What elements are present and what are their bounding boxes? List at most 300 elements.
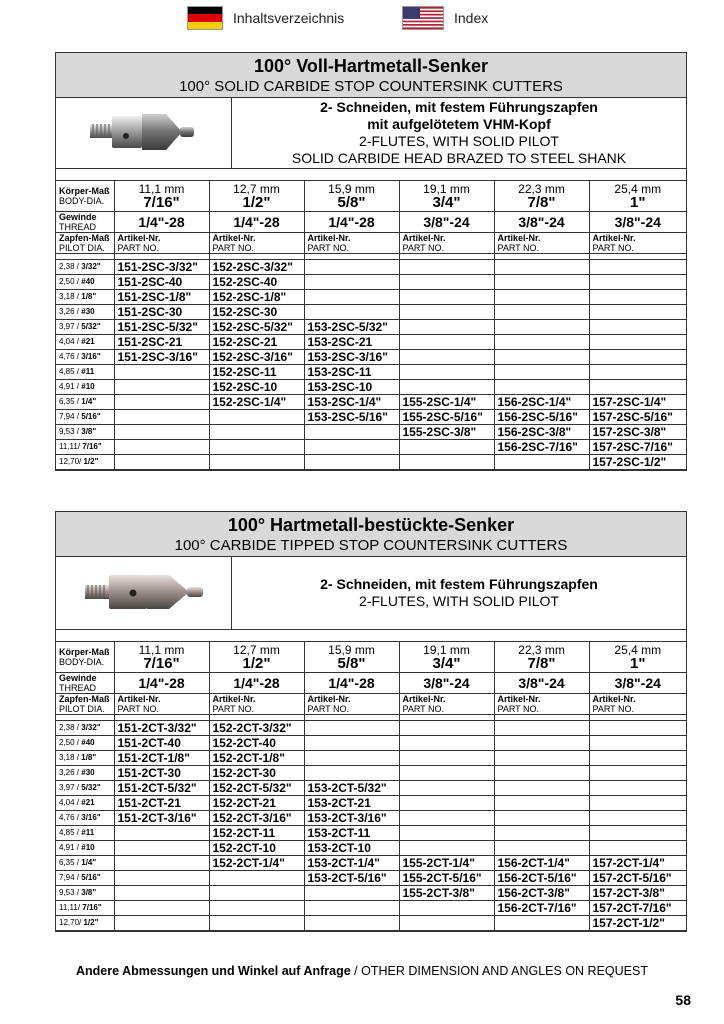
pilot-dia-mm: 4,04 /	[59, 337, 80, 346]
part-number-cell: 155-2CT-5/16"	[399, 871, 494, 886]
body-dia-inch: 7/8"	[527, 655, 556, 672]
table-row	[56, 290, 686, 305]
part-number-cell	[589, 826, 686, 841]
table-row	[56, 721, 686, 736]
body-dia-mm: 22,3 mm	[518, 643, 565, 657]
pilot-dia-cell	[56, 841, 114, 856]
part-number-cell	[399, 260, 494, 275]
thread-cell: 1/4"-28	[114, 673, 209, 694]
pilot-dia-inch: 1/8"	[81, 292, 97, 301]
part-number-cell	[304, 886, 399, 901]
part-number-cell	[494, 796, 589, 811]
part-number-cell	[304, 751, 399, 766]
body-dia-cell	[114, 642, 209, 673]
part-number-cell: 152-2CT-21	[209, 796, 304, 811]
part-number-cell: 157-2CT-1/4"	[589, 856, 686, 871]
part-no-header-en: PART NO.	[592, 704, 635, 714]
part-number-cell	[494, 811, 589, 826]
part-no-header	[399, 694, 494, 715]
pilot-dia-mm: 9,53 /	[59, 888, 80, 897]
table-row	[56, 275, 686, 290]
part-number-cell: 152-2SC-11	[209, 365, 304, 380]
part-number-cell: 152-2CT-3/32"	[209, 721, 304, 736]
part-number-cell	[494, 305, 589, 320]
pilot-dia-cell	[56, 886, 114, 901]
part-number-cell: 157-2SC-5/16"	[589, 410, 686, 425]
toc-label-de: Inhaltsverzeichnis	[233, 10, 345, 26]
part-number-cell	[494, 721, 589, 736]
part-no-header-en: PART NO.	[307, 243, 350, 253]
part-no-header	[589, 233, 686, 254]
part-number-cell	[399, 350, 494, 365]
pilot-dia-mm: 3,97 /	[59, 783, 80, 792]
table-row	[56, 766, 686, 781]
body-dia-inch: 1/2"	[242, 194, 271, 211]
pilot-dia-inch: #10	[81, 382, 95, 391]
pilot-label	[56, 694, 114, 715]
part-number-cell: 153-2CT-11	[304, 826, 399, 841]
pilot-dia-inch: #21	[81, 798, 95, 807]
pilot-dia-cell	[56, 811, 114, 826]
part-number-cell	[304, 455, 399, 470]
part-no-header	[209, 233, 304, 254]
body-dia-mm: 12,7 mm	[233, 182, 280, 196]
part-no-header	[304, 233, 399, 254]
pilot-label-de: Zapfen-Maß	[59, 233, 110, 243]
part-number-cell: 153-2CT-1/4"	[304, 856, 399, 871]
part-number-cell: 157-2CT-7/16"	[589, 901, 686, 916]
part-number-cell: 156-2CT-5/16"	[494, 871, 589, 886]
pilot-dia-inch: #21	[81, 337, 95, 346]
table-row	[56, 425, 686, 440]
pilot-dia-cell	[56, 275, 114, 290]
body-dia-mm: 25,4 mm	[614, 643, 662, 657]
part-number-cell	[114, 871, 209, 886]
thread-label-de: Gewinde	[59, 673, 97, 683]
part-number-cell: 157-2SC-3/8"	[589, 425, 686, 440]
table-row	[56, 751, 686, 766]
pilot-dia-cell	[56, 766, 114, 781]
pilot-dia-inch: 5/32"	[81, 322, 101, 331]
body-dia-label-de: Körper-Maß	[59, 647, 110, 657]
pilot-dia-inch: 3/8"	[81, 888, 97, 897]
body-dia-cell	[399, 642, 494, 673]
part-number-cell: 153-2CT-5/32"	[304, 781, 399, 796]
pilot-dia-inch: 3/16"	[81, 813, 101, 822]
pilot-dia-cell	[56, 365, 114, 380]
part-number-cell: 151-2CT-1/8"	[114, 751, 209, 766]
part-number-cell	[399, 440, 494, 455]
pilot-dia-cell	[56, 320, 114, 335]
pilot-dia-inch: #40	[81, 277, 95, 286]
table-row	[56, 335, 686, 350]
part-number-cell	[494, 275, 589, 290]
body-dia-mm: 11,1 mm	[138, 643, 185, 657]
desc-en-line2: SOLID CARBIDE HEAD BRAZED TO STEEL SHANK	[291, 150, 627, 166]
part-number-cell	[399, 721, 494, 736]
part-number-cell: 152-2CT-30	[209, 766, 304, 781]
part-number-cell: 155-2SC-3/8"	[399, 425, 494, 440]
part-no-header-en: PART NO.	[402, 704, 445, 714]
pilot-dia-inch: 5/16"	[81, 412, 101, 421]
thread-cell: 1/4"-28	[209, 673, 304, 694]
part-no-header-en: PART NO.	[307, 704, 350, 714]
table-row	[56, 736, 686, 751]
table-row	[56, 886, 686, 901]
part-number-cell: 151-2CT-3/32"	[114, 721, 209, 736]
pilot-dia-mm: 7,94 /	[59, 412, 80, 421]
part-number-cell	[494, 751, 589, 766]
body-dia-inch: 7/16"	[143, 194, 180, 211]
part-number-cell: 152-2SC-40	[209, 275, 304, 290]
thread-cell: 3/8"-24	[494, 212, 589, 233]
pilot-dia-mm: 6,35 /	[59, 397, 80, 406]
part-number-cell	[399, 901, 494, 916]
part-number-cell	[114, 901, 209, 916]
part-number-cell	[494, 350, 589, 365]
part-number-cell	[589, 721, 686, 736]
body-dia-cell	[209, 181, 304, 212]
part-number-cell	[209, 886, 304, 901]
body-dia-inch: 5/8"	[337, 655, 366, 672]
part-number-cell	[114, 365, 209, 380]
part-no-header-de: Artikel-Nr.	[402, 694, 446, 704]
part-number-cell: 151-2SC-3/32"	[114, 260, 209, 275]
part-number-cell: 151-2CT-40	[114, 736, 209, 751]
part-number-cell	[494, 826, 589, 841]
table-row	[56, 260, 686, 275]
part-number-cell: 152-2SC-30	[209, 305, 304, 320]
pilot-dia-cell	[56, 796, 114, 811]
part-no-header-en: PART NO.	[117, 243, 160, 253]
pilot-dia-cell	[56, 380, 114, 395]
part-number-cell	[304, 440, 399, 455]
pilot-dia-mm: 7,94 /	[59, 873, 80, 882]
part-number-cell	[304, 260, 399, 275]
pilot-header-row	[56, 233, 686, 254]
pilot-dia-cell	[56, 395, 114, 410]
table-row	[56, 781, 686, 796]
thread-label-en: THREAD	[59, 683, 97, 693]
pilot-dia-inch: 3/16"	[81, 352, 101, 361]
part-number-cell: 157-2SC-1/2"	[589, 455, 686, 470]
part-number-cell: 153-2SC-3/16"	[304, 350, 399, 365]
part-number-cell	[399, 380, 494, 395]
body-dia-label-en: BODY-DIA.	[59, 196, 105, 206]
body-dia-inch: 7/8"	[527, 194, 556, 211]
part-no-header-de: Artikel-Nr.	[497, 233, 541, 243]
pilot-dia-cell	[56, 260, 114, 275]
part-no-header-de: Artikel-Nr.	[592, 694, 636, 704]
part-number-cell	[114, 826, 209, 841]
part-number-cell	[399, 736, 494, 751]
table-row	[56, 305, 686, 320]
part-number-cell	[399, 365, 494, 380]
part-number-cell: 157-2CT-3/8"	[589, 886, 686, 901]
part-number-cell: 151-2SC-3/16"	[114, 350, 209, 365]
pilot-label-en: PILOT DIA.	[59, 243, 105, 253]
part-no-header	[114, 694, 209, 715]
part-number-cell: 152-2SC-3/32"	[209, 260, 304, 275]
part-no-header-en: PART NO.	[592, 243, 635, 253]
pilot-dia-cell	[56, 826, 114, 841]
table-row	[56, 410, 686, 425]
footer-separator: /	[350, 964, 362, 978]
page-number: 58	[675, 992, 691, 1008]
part-number-cell: 151-2SC-5/32"	[114, 320, 209, 335]
pilot-dia-cell	[56, 871, 114, 886]
body-dia-mm: 19,1 mm	[423, 182, 470, 196]
pilot-dia-mm: 12,70/	[59, 918, 82, 927]
section-description	[56, 557, 686, 630]
part-number-cell	[494, 380, 589, 395]
part-number-cell	[589, 380, 686, 395]
part-number-cell	[399, 796, 494, 811]
desc-de-line2: mit aufgelötetem VHM-Kopf	[367, 116, 551, 132]
part-number-cell: 151-2SC-30	[114, 305, 209, 320]
table-row	[56, 440, 686, 455]
part-number-cell	[209, 901, 304, 916]
part-number-cell	[399, 766, 494, 781]
part-number-cell	[399, 290, 494, 305]
part-number-cell: 153-2SC-10	[304, 380, 399, 395]
part-no-header-de: Artikel-Nr.	[497, 694, 541, 704]
pilot-dia-cell	[56, 440, 114, 455]
part-number-cell	[304, 901, 399, 916]
pilot-dia-mm: 3,26 /	[59, 307, 80, 316]
part-number-cell: 152-2SC-1/4"	[209, 395, 304, 410]
thread-cell: 1/4"-28	[209, 212, 304, 233]
part-number-cell: 156-2SC-1/4"	[494, 395, 589, 410]
toc-label-en: Index	[454, 10, 489, 26]
description-text	[232, 98, 686, 168]
pilot-dia-cell	[56, 455, 114, 470]
toc-link-en[interactable]	[402, 6, 488, 30]
part-number-cell: 152-2CT-10	[209, 841, 304, 856]
pilot-dia-mm: 2,50 /	[59, 277, 80, 286]
part-number-cell	[399, 305, 494, 320]
body-dia-mm: 15,9 mm	[328, 182, 375, 196]
part-no-header-de: Artikel-Nr.	[117, 694, 161, 704]
body-dia-mm: 25,4 mm	[614, 182, 662, 196]
part-number-cell	[589, 751, 686, 766]
section-title	[56, 53, 686, 98]
thread-label-en: THREAD	[59, 222, 97, 232]
us-flag-icon	[402, 6, 444, 30]
part-no-header-en: PART NO.	[402, 243, 445, 253]
footer-de: Andere Abmessungen und Winkel auf Anfrage	[76, 964, 351, 978]
section-title	[56, 512, 686, 557]
part-number-cell: 155-2SC-5/16"	[399, 410, 494, 425]
part-number-cell: 153-2SC-11	[304, 365, 399, 380]
table-row	[56, 811, 686, 826]
pilot-dia-inch: 7/16"	[82, 442, 102, 451]
body-dia-inch: 3/4"	[432, 655, 461, 672]
table-row	[56, 350, 686, 365]
part-number-cell: 156-2CT-1/4"	[494, 856, 589, 871]
part-number-cell	[589, 811, 686, 826]
part-number-cell	[494, 290, 589, 305]
part-number-cell	[589, 335, 686, 350]
thread-cell: 1/4"-28	[304, 212, 399, 233]
part-number-cell	[114, 916, 209, 931]
part-number-cell	[494, 766, 589, 781]
part-table	[56, 181, 686, 470]
part-number-cell: 151-2CT-30	[114, 766, 209, 781]
pilot-dia-cell	[56, 410, 114, 425]
body-dia-label	[56, 642, 114, 673]
part-number-cell: 157-2CT-5/16"	[589, 871, 686, 886]
part-number-cell	[399, 455, 494, 470]
pilot-dia-inch: 1/2"	[83, 457, 99, 466]
part-number-cell: 152-2CT-1/8"	[209, 751, 304, 766]
part-number-cell: 151-2CT-5/32"	[114, 781, 209, 796]
part-number-cell	[589, 841, 686, 856]
part-number-cell	[304, 290, 399, 305]
part-number-cell	[399, 811, 494, 826]
section-title-en: 100° CARBIDE TIPPED STOP COUNTERSINK CUTTERS	[174, 537, 568, 554]
table-row	[56, 796, 686, 811]
part-no-header	[399, 233, 494, 254]
pilot-dia-inch: 1/4"	[81, 858, 97, 867]
part-number-cell: 152-2CT-3/16"	[209, 811, 304, 826]
pilot-dia-mm: 3,97 /	[59, 322, 80, 331]
part-number-cell: 151-2SC-1/8"	[114, 290, 209, 305]
part-number-cell: 152-2CT-40	[209, 736, 304, 751]
body-dia-mm: 15,9 mm	[328, 643, 375, 657]
part-number-cell	[399, 751, 494, 766]
pilot-dia-mm: 11,11/	[59, 903, 81, 912]
pilot-dia-cell	[56, 751, 114, 766]
pilot-dia-mm: 12,70/	[59, 457, 82, 466]
pilot-dia-cell	[56, 425, 114, 440]
part-number-cell	[399, 320, 494, 335]
part-number-cell	[399, 275, 494, 290]
pilot-dia-cell	[56, 856, 114, 871]
part-number-cell	[494, 781, 589, 796]
part-number-cell: 152-2SC-5/32"	[209, 320, 304, 335]
part-number-cell	[304, 721, 399, 736]
spacer-row	[56, 630, 686, 642]
pilot-dia-mm: 4,85 /	[59, 367, 80, 376]
thread-label-de: Gewinde	[59, 212, 97, 222]
part-no-header-de: Artikel-Nr.	[592, 233, 636, 243]
pilot-dia-inch: #10	[81, 843, 95, 852]
part-number-cell	[494, 365, 589, 380]
part-number-cell: 157-2SC-7/16"	[589, 440, 686, 455]
part-number-cell	[589, 305, 686, 320]
part-number-cell	[114, 886, 209, 901]
desc-en-line1: 2-FLUTES, WITH SOLID PILOT	[359, 593, 559, 609]
body-dia-row	[56, 642, 686, 673]
footer-en: OTHER DIMENSION AND ANGLES ON REQUEST	[361, 964, 648, 978]
pilot-dia-inch: #30	[81, 768, 95, 777]
body-dia-cell	[494, 642, 589, 673]
table-row	[56, 455, 686, 470]
part-number-cell	[399, 826, 494, 841]
body-dia-cell	[589, 181, 686, 212]
thread-cell: 1/4"-28	[304, 673, 399, 694]
pilot-dia-inch: 1/2"	[83, 918, 99, 927]
part-no-header	[209, 694, 304, 715]
pilot-dia-mm: 4,76 /	[59, 813, 80, 822]
table-row	[56, 320, 686, 335]
thread-cell: 1/4"-28	[114, 212, 209, 233]
part-number-cell	[209, 440, 304, 455]
part-no-header-en: PART NO.	[497, 243, 540, 253]
table-row	[56, 871, 686, 886]
thread-cell: 3/8"-24	[399, 212, 494, 233]
pilot-header-row	[56, 694, 686, 715]
pilot-dia-mm: 3,26 /	[59, 768, 80, 777]
toc-link-de[interactable]	[187, 6, 344, 30]
part-number-cell	[589, 736, 686, 751]
part-number-cell	[304, 736, 399, 751]
part-number-cell: 153-2SC-21	[304, 335, 399, 350]
body-dia-inch: 3/4"	[432, 194, 461, 211]
part-number-cell: 155-2SC-1/4"	[399, 395, 494, 410]
pilot-label	[56, 233, 114, 254]
pilot-dia-cell	[56, 350, 114, 365]
part-number-cell: 153-2CT-3/16"	[304, 811, 399, 826]
pilot-dia-mm: 4,85 /	[59, 828, 80, 837]
part-number-cell: 156-2SC-7/16"	[494, 440, 589, 455]
table-row	[56, 856, 686, 871]
table-row	[56, 395, 686, 410]
part-number-cell	[209, 455, 304, 470]
part-number-cell	[589, 766, 686, 781]
part-number-cell	[589, 365, 686, 380]
part-number-cell	[589, 796, 686, 811]
pilot-dia-inch: 3/8"	[81, 427, 97, 436]
thread-cell: 3/8"-24	[589, 673, 686, 694]
part-number-cell	[589, 260, 686, 275]
pilot-dia-mm: 4,04 /	[59, 798, 80, 807]
body-dia-cell	[114, 181, 209, 212]
part-number-cell	[589, 350, 686, 365]
pilot-dia-cell	[56, 305, 114, 320]
part-number-cell: 152-2CT-1/4"	[209, 856, 304, 871]
part-no-header-en: PART NO.	[117, 704, 160, 714]
pilot-dia-mm: 2,38 /	[59, 262, 80, 271]
part-number-cell	[114, 841, 209, 856]
part-number-cell	[494, 320, 589, 335]
pilot-dia-inch: #30	[81, 307, 95, 316]
pilot-dia-cell	[56, 721, 114, 736]
part-number-cell	[399, 916, 494, 931]
desc-de-line1: 2- Schneiden, mit festem Führungszapfen	[320, 99, 598, 115]
pilot-dia-inch: 7/16"	[82, 903, 102, 912]
part-number-cell: 157-2SC-1/4"	[589, 395, 686, 410]
body-dia-cell	[589, 642, 686, 673]
pilot-dia-inch: 5/16"	[81, 873, 101, 882]
table-row	[56, 916, 686, 931]
thread-cell: 3/8"-24	[589, 212, 686, 233]
part-number-cell	[589, 290, 686, 305]
part-number-cell	[209, 410, 304, 425]
part-number-cell: 153-2SC-5/32"	[304, 320, 399, 335]
pilot-dia-cell	[56, 901, 114, 916]
part-number-cell	[304, 766, 399, 781]
part-number-cell: 151-2CT-21	[114, 796, 209, 811]
pilot-dia-inch: #11	[81, 828, 95, 837]
part-number-cell	[494, 260, 589, 275]
body-dia-row	[56, 181, 686, 212]
body-dia-inch: 1"	[630, 655, 646, 672]
part-number-cell	[114, 380, 209, 395]
pilot-dia-mm: 3,18 /	[59, 753, 80, 762]
section-title-de: 100° Voll-Hartmetall-Senker	[254, 56, 488, 76]
